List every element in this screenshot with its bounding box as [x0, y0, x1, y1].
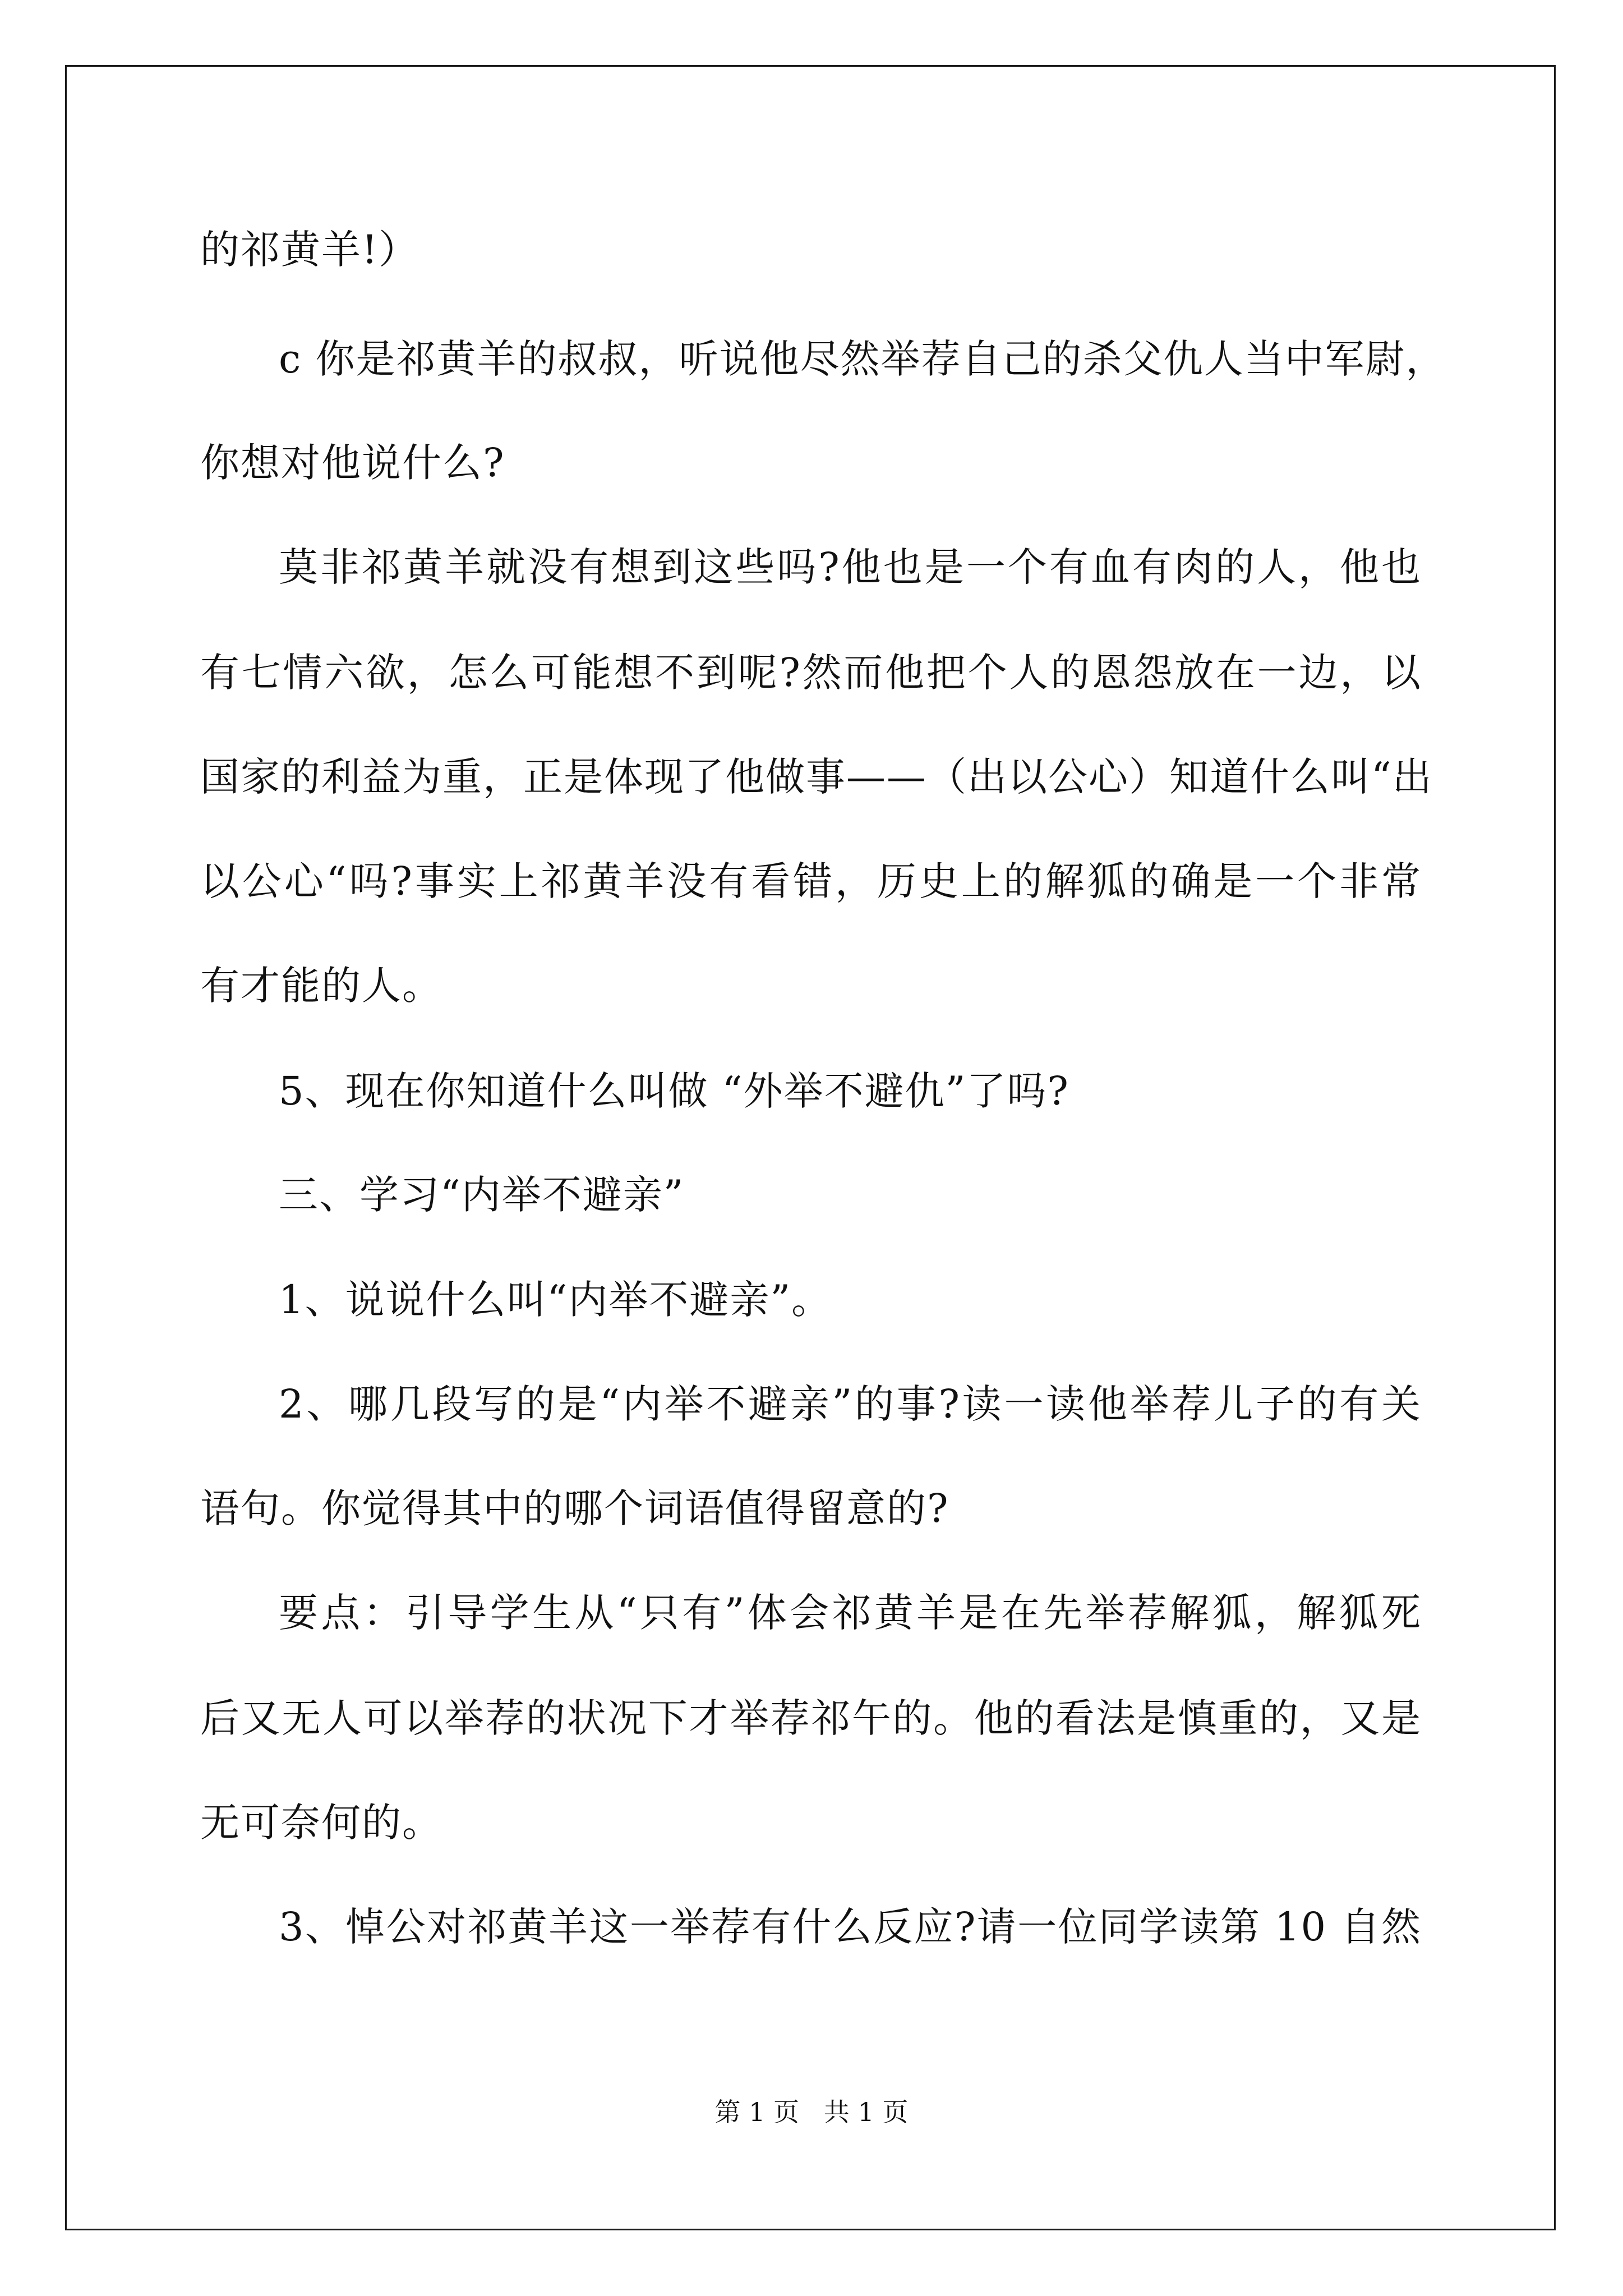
section-heading: 三、学习“内举不避亲”	[279, 1172, 685, 1218]
text-line: 你想对他说什么?	[200, 440, 505, 486]
text-line: 的祁黄羊!）	[200, 227, 419, 273]
text-line: c 你是祁黄羊的叔叔，听说他尽然举荐自己的杀父仇人当中军尉，	[279, 336, 1446, 382]
page-footer: 第 1 页 共 1 页	[714, 2097, 909, 2127]
text-line: 无可奈何的。	[200, 1800, 442, 1846]
text-line: 有七情六欲，怎么可能想不到呢?然而他把个人的恩怨放在一边，以	[200, 650, 1422, 696]
text-line: 1、说说什么叫“内举不避亲”。	[279, 1277, 832, 1323]
text-line: 以公心“吗?事实上祁黄羊没有看错，历史上的解狐的确是一个非常	[200, 858, 1422, 904]
text-line: 国家的利益为重，正是体现了他做事——（出以公心）知道什么叫“出	[200, 754, 1433, 800]
text-line: 3、悼公对祁黄羊这一举荐有什么反应?请一位同学读第 10 自然	[279, 1904, 1422, 1950]
text-line: 5、现在你知道什么叫做 “外举不避仇”了吗?	[279, 1068, 1069, 1114]
text-line: 语句。你觉得其中的哪个词语值得留意的?	[200, 1485, 949, 1531]
text-line: 2、哪几段写的是“内举不避亲”的事?读一读他举荐儿子的有关	[279, 1381, 1422, 1427]
text-line: 有才能的人。	[200, 963, 442, 1009]
text-line: 要点：引导学生从“只有”体会祁黄羊是在先举荐解狐，解狐死	[279, 1590, 1422, 1636]
text-line: 后又无人可以举荐的状况下才举荐祁午的。他的看法是慎重的，又是	[200, 1695, 1422, 1741]
text-line: 莫非祁黄羊就没有想到这些吗?他也是一个有血有肉的人，他也	[279, 544, 1422, 590]
